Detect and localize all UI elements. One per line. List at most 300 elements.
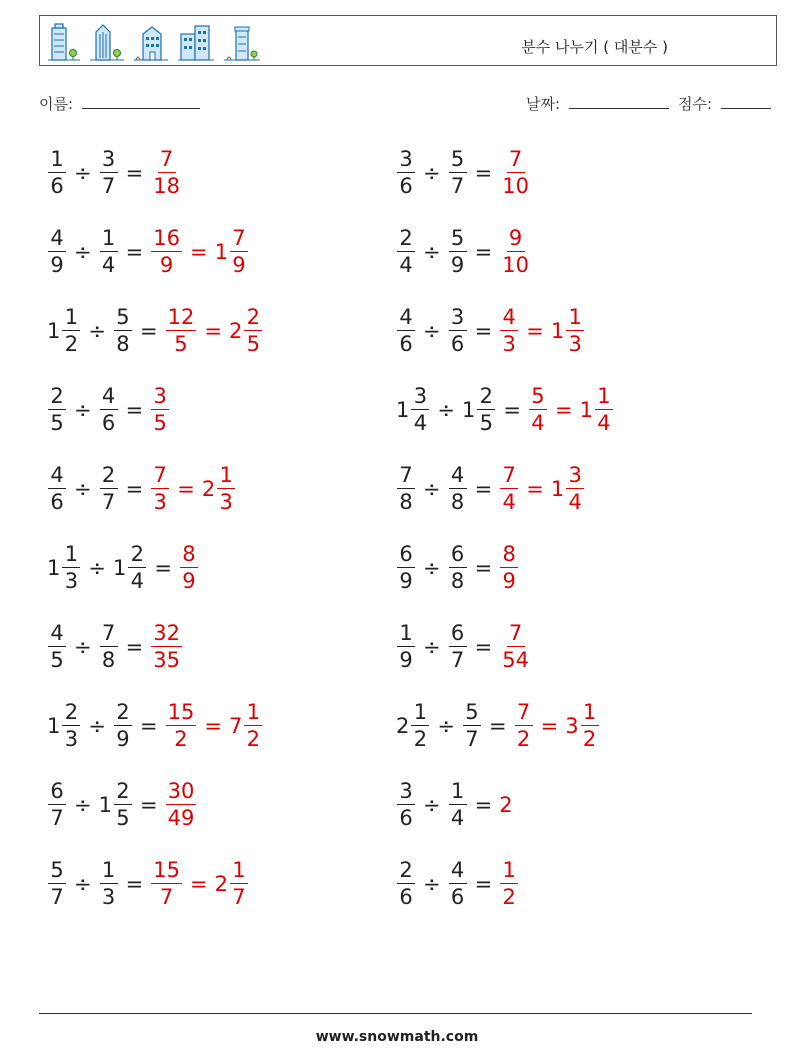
date-field[interactable] (526, 93, 669, 114)
problem-item (47, 459, 236, 519)
answer-number (165, 702, 198, 750)
divisor-fraction (100, 623, 118, 671)
divisor-numerator: 3 (100, 149, 118, 173)
dividend-fraction (62, 544, 80, 592)
divisor-denominator: 4 (101, 253, 116, 277)
divisor-numerator: 6 (449, 623, 467, 647)
problem-item (396, 854, 519, 914)
equals-sign: = (125, 161, 144, 185)
answer-number (499, 623, 532, 671)
answer-numerator: 15 (153, 858, 180, 882)
dividend-fraction (397, 544, 415, 592)
answer (165, 307, 264, 355)
worksheet-title: 분수 나누기 ( 대분수 ) (521, 38, 668, 56)
dividend-numerator: 2 (397, 228, 415, 252)
answer-number (202, 465, 236, 513)
answer-numerator: 7 (151, 465, 169, 489)
equals-sign: = (139, 793, 158, 817)
divisor-number (113, 544, 147, 592)
answer-denominator: 4 (597, 411, 611, 435)
answer-numerator: 3 (151, 386, 169, 410)
divisor-number (99, 623, 119, 671)
answer-numerator: 2 (244, 307, 262, 331)
answer-fraction (566, 465, 584, 513)
answer-denominator: 10 (502, 253, 529, 277)
problem-item (396, 143, 532, 203)
divisor-number (99, 781, 133, 829)
dividend-whole: 1 (47, 319, 61, 343)
answer (499, 544, 519, 592)
answer-numerator: 16 (153, 226, 180, 250)
footer-divider (39, 1013, 752, 1014)
answer-fraction (581, 702, 599, 750)
answer-denominator: 35 (153, 648, 180, 672)
dividend-number (396, 781, 416, 829)
answer-fraction (151, 228, 182, 276)
divisor-numerator: 5 (449, 228, 467, 252)
equals-sign: = (125, 872, 144, 896)
answer-number (565, 702, 599, 750)
problem-item (396, 538, 519, 598)
divide-sign: ÷ (88, 556, 106, 580)
answer-numerator: 7 (507, 149, 525, 173)
answer-denominator: 2 (246, 727, 260, 751)
divisor-numerator: 5 (463, 702, 481, 726)
divide-sign: ÷ (88, 714, 106, 738)
dividend-denominator: 5 (50, 411, 64, 435)
answer-denominator: 9 (502, 569, 516, 593)
equals-sign: = (474, 319, 493, 343)
answer-number (528, 386, 548, 434)
dividend-denominator: 2 (413, 727, 428, 751)
divisor-denominator: 7 (101, 174, 116, 198)
divisor-denominator: 4 (130, 569, 145, 593)
answer-number (229, 702, 263, 750)
dividend-denominator: 3 (64, 569, 79, 593)
dividend-number (396, 702, 430, 750)
dividend-number (47, 860, 67, 908)
answer-denominator: 9 (232, 253, 246, 277)
dividend-fraction (48, 228, 66, 276)
answer-number (150, 149, 183, 197)
problem-item (47, 143, 183, 203)
answer-numerator: 1 (217, 465, 235, 489)
score-blank[interactable] (721, 94, 771, 109)
divisor-fraction (114, 702, 132, 750)
dividend-fraction (397, 623, 415, 671)
divisor-numerator: 3 (449, 307, 467, 331)
dividend-number (47, 702, 81, 750)
divisor-numerator: 1 (100, 228, 118, 252)
dividend-fraction (48, 781, 66, 829)
divisor-number (448, 623, 468, 671)
answer-fraction (515, 702, 533, 750)
divide-sign: ÷ (423, 477, 441, 501)
dividend-number (47, 307, 81, 355)
divisor-numerator: 4 (100, 386, 118, 410)
answer (150, 860, 249, 908)
dividend-fraction (48, 386, 66, 434)
answer-numerator: 1 (595, 386, 613, 410)
dividend-denominator: 3 (64, 727, 79, 751)
dividend-numerator: 3 (397, 781, 415, 805)
answer-denominator: 3 (153, 490, 167, 514)
answer (179, 544, 199, 592)
equals-sign: = (474, 793, 493, 817)
problem-item (396, 459, 585, 519)
answer-fraction (500, 307, 518, 355)
divisor-denominator: 7 (101, 490, 116, 514)
equals-sign: = (125, 398, 144, 422)
divisor-number (448, 228, 468, 276)
answer-whole: 2 (499, 793, 513, 817)
answer-number (499, 544, 519, 592)
answer-numerator: 7 (500, 465, 518, 489)
answer-whole: 7 (228, 714, 243, 738)
divisor-fraction (449, 860, 467, 908)
divisor-denominator: 5 (479, 411, 494, 435)
name-blank[interactable] (82, 94, 200, 109)
dividend-fraction (397, 228, 415, 276)
answer-numerator: 3 (566, 465, 584, 489)
apartment-building-icon (134, 22, 168, 62)
answer (499, 623, 532, 671)
divisor-denominator: 7 (465, 727, 479, 751)
problem-item (47, 222, 249, 282)
answer-denominator: 5 (174, 332, 188, 356)
dividend-denominator: 6 (50, 490, 64, 514)
answer-whole: 2 (214, 872, 228, 896)
answer-number (514, 702, 534, 750)
answer-denominator: 7 (159, 885, 174, 909)
divisor-numerator: 4 (449, 465, 467, 489)
dividend-denominator: 6 (399, 332, 413, 356)
divisor-fraction (449, 149, 467, 197)
divisor-fraction (449, 623, 467, 671)
dividend-number (47, 149, 67, 197)
answer-equals-sign: = (540, 714, 559, 738)
divide-sign: ÷ (88, 319, 106, 343)
answer-denominator: 2 (582, 727, 597, 751)
answer-numerator: 30 (167, 779, 195, 803)
answer-fraction (217, 465, 235, 513)
dividend-numerator: 1 (411, 702, 429, 726)
divisor-numerator: 2 (128, 544, 146, 568)
dividend-numerator: 4 (48, 465, 66, 489)
divisor-denominator: 8 (450, 569, 465, 593)
problem-item (47, 380, 170, 440)
dividend-fraction (397, 860, 415, 908)
dividend-numerator: 3 (411, 386, 429, 410)
answer-number (499, 465, 519, 513)
answer-numerator: 32 (153, 621, 180, 645)
divide-sign: ÷ (74, 872, 92, 896)
equals-sign: = (139, 319, 158, 343)
divisor-numerator: 1 (449, 781, 467, 805)
dividend-number (396, 860, 416, 908)
equals-sign: = (474, 635, 493, 659)
score-field[interactable] (678, 93, 771, 114)
answer-number (499, 228, 532, 276)
answer-denominator: 54 (502, 648, 529, 672)
divide-sign: ÷ (74, 398, 92, 422)
answer-fraction (166, 781, 197, 829)
answer-fraction (166, 702, 197, 750)
answer-denominator: 3 (568, 332, 582, 356)
divisor-numerator: 2 (100, 465, 118, 489)
answer-equals-sign: = (554, 398, 573, 422)
answer-number (150, 228, 183, 276)
answer-number (165, 781, 198, 829)
answer-numerator: 12 (167, 305, 195, 329)
name-field[interactable] (39, 93, 200, 114)
answer-denominator: 4 (568, 490, 582, 514)
dividend-fraction (48, 149, 66, 197)
divisor-number (113, 307, 133, 355)
answer-equals-sign: = (189, 872, 208, 896)
divisor-fraction (463, 702, 481, 750)
divisor-number (448, 860, 468, 908)
dividend-fraction (62, 702, 80, 750)
equals-sign: = (139, 714, 158, 738)
problem-item (396, 617, 532, 677)
answer-fraction (566, 307, 584, 355)
divisor-fraction (449, 307, 467, 355)
answer (514, 702, 600, 750)
answer-denominator: 2 (174, 727, 188, 751)
answer-numerator: 1 (500, 860, 518, 884)
dividend-denominator: 6 (50, 174, 64, 198)
divisor-fraction (100, 228, 118, 276)
answer (499, 307, 585, 355)
answer-number (215, 860, 249, 908)
answer (150, 149, 183, 197)
dividend-fraction (48, 623, 66, 671)
answer-equals-sign: = (526, 319, 544, 343)
divisor-whole: 1 (112, 556, 127, 580)
answer (165, 781, 198, 829)
answer-number (150, 860, 183, 908)
answer-numerator: 7 (158, 149, 176, 173)
answer-fraction (500, 860, 518, 908)
answer-numerator: 8 (180, 544, 198, 568)
dividend-fraction (62, 307, 80, 355)
divisor-denominator: 6 (450, 332, 465, 356)
equals-sign: = (154, 556, 172, 580)
divisor-number (99, 465, 119, 513)
date-blank[interactable] (569, 94, 669, 109)
divisor-denominator: 6 (450, 885, 465, 909)
divide-sign: ÷ (423, 161, 441, 185)
answer-numerator: 5 (529, 386, 547, 410)
divide-sign: ÷ (74, 793, 92, 817)
divisor-fraction (449, 228, 467, 276)
answer-numerator: 1 (230, 860, 248, 884)
answer-denominator: 2 (502, 885, 516, 909)
divisor-numerator: 6 (449, 544, 467, 568)
dividend-fraction (48, 465, 66, 513)
answer-number (150, 465, 170, 513)
answer-fraction (244, 702, 262, 750)
dividend-number (47, 228, 67, 276)
dividend-fraction (397, 149, 415, 197)
dividend-denominator: 6 (399, 885, 413, 909)
divisor-whole: 1 (461, 398, 476, 422)
dividend-denominator: 9 (50, 253, 64, 277)
divisor-number (462, 702, 482, 750)
equals-sign: = (125, 477, 144, 501)
problem-item (47, 538, 199, 598)
divisor-fraction (128, 544, 146, 592)
divisor-number (99, 860, 119, 908)
divisor-number (113, 702, 133, 750)
divisor-denominator: 6 (101, 411, 116, 435)
answer-denominator: 49 (167, 806, 195, 830)
equals-sign: = (488, 714, 507, 738)
answer-fraction (500, 623, 531, 671)
divisor-numerator: 1 (100, 860, 118, 884)
divide-sign: ÷ (74, 240, 92, 264)
divisor-numerator: 4 (449, 860, 467, 884)
divisor-numerator: 7 (100, 623, 118, 647)
divisor-fraction (100, 860, 118, 908)
divisor-fraction (114, 781, 132, 829)
dividend-denominator: 4 (413, 411, 428, 435)
dividend-fraction (48, 860, 66, 908)
answer (499, 465, 585, 513)
dividend-numerator: 1 (62, 544, 80, 568)
answer-number (215, 228, 249, 276)
answer-numerator: 8 (500, 544, 518, 568)
dividend-numerator: 1 (397, 623, 415, 647)
dividend-numerator: 1 (48, 149, 66, 173)
answer-whole: 1 (550, 477, 565, 501)
answer-fraction (180, 544, 198, 592)
small-building-icon (224, 22, 260, 62)
answer-denominator: 18 (153, 174, 180, 198)
answer-numerator: 7 (230, 228, 248, 252)
problem-item (396, 301, 585, 361)
answer-whole: 1 (550, 319, 565, 343)
answer-denominator: 4 (531, 411, 545, 435)
divisor-denominator: 8 (101, 648, 116, 672)
divisor-numerator: 2 (477, 386, 495, 410)
divisor-whole: 1 (98, 793, 112, 817)
divisor-denominator: 7 (450, 648, 465, 672)
answer-denominator: 3 (502, 332, 516, 356)
answer-numerator: 7 (507, 623, 525, 647)
dividend-number (47, 386, 67, 434)
answer-fraction (151, 623, 182, 671)
dividend-numerator: 4 (397, 307, 415, 331)
answer-numerator: 1 (581, 702, 599, 726)
divisor-denominator: 4 (450, 806, 465, 830)
answer-denominator: 9 (159, 253, 174, 277)
answer-whole: 1 (579, 398, 593, 422)
answer-number (150, 386, 170, 434)
dividend-whole: 2 (396, 714, 410, 738)
answer-number (229, 307, 263, 355)
answer-fraction (166, 307, 197, 355)
divisor-numerator: 2 (114, 781, 132, 805)
dividend-numerator: 6 (48, 781, 66, 805)
dividend-fraction (411, 386, 429, 434)
equals-sign: = (125, 635, 144, 659)
divisor-fraction (100, 465, 118, 513)
divisor-number (448, 781, 468, 829)
header-icons (48, 22, 260, 62)
answer-number (150, 623, 183, 671)
name-label: 이름: (39, 95, 74, 113)
answer-fraction (230, 860, 248, 908)
dividend-numerator: 3 (397, 149, 415, 173)
dividend-number (47, 465, 67, 513)
dividend-denominator: 9 (399, 569, 413, 593)
dividend-number (396, 544, 416, 592)
answer-numerator: 7 (515, 702, 533, 726)
dividend-numerator: 2 (48, 386, 66, 410)
dividend-fraction (397, 307, 415, 355)
problem-item (396, 222, 532, 282)
answer-whole: 2 (201, 477, 216, 501)
equals-sign: = (474, 872, 493, 896)
answer (150, 465, 236, 513)
answer-denominator: 3 (219, 490, 233, 514)
answer-fraction (500, 544, 518, 592)
divisor-denominator: 5 (116, 806, 130, 830)
answer-whole: 3 (565, 714, 579, 738)
dividend-numerator: 6 (397, 544, 415, 568)
answer-whole: 1 (214, 240, 228, 264)
problem-item (47, 775, 197, 835)
dividend-denominator: 5 (50, 648, 64, 672)
answer-number (499, 149, 532, 197)
divisor-denominator: 8 (450, 490, 465, 514)
divisor-number (99, 228, 119, 276)
score-label: 점수: (678, 95, 713, 113)
divisor-fraction (449, 465, 467, 513)
dividend-number (47, 623, 67, 671)
dividend-numerator: 5 (48, 860, 66, 884)
divisor-number (462, 386, 496, 434)
dividend-fraction (397, 781, 415, 829)
problem-item (47, 854, 249, 914)
problem-item (47, 301, 263, 361)
answer-denominator: 4 (502, 490, 516, 514)
answer-fraction (151, 860, 182, 908)
dividend-whole: 1 (47, 556, 61, 580)
answer-fraction (151, 149, 182, 197)
divisor-number (448, 149, 468, 197)
answer-fraction (151, 465, 169, 513)
dividend-fraction (411, 702, 429, 750)
answer (150, 228, 249, 276)
dividend-number (47, 544, 81, 592)
office-building-icon (48, 22, 80, 62)
answer-fraction (244, 307, 262, 355)
dividend-number (396, 623, 416, 671)
dividend-numerator: 2 (397, 860, 415, 884)
city-buildings-icon (178, 22, 214, 62)
answer-whole: 2 (228, 319, 243, 343)
problem-item (396, 696, 600, 756)
answer-denominator: 9 (182, 569, 196, 593)
divisor-numerator: 5 (114, 307, 132, 331)
problem-item (396, 775, 514, 835)
dividend-number (396, 386, 430, 434)
answer (165, 702, 264, 750)
dividend-number (396, 149, 416, 197)
